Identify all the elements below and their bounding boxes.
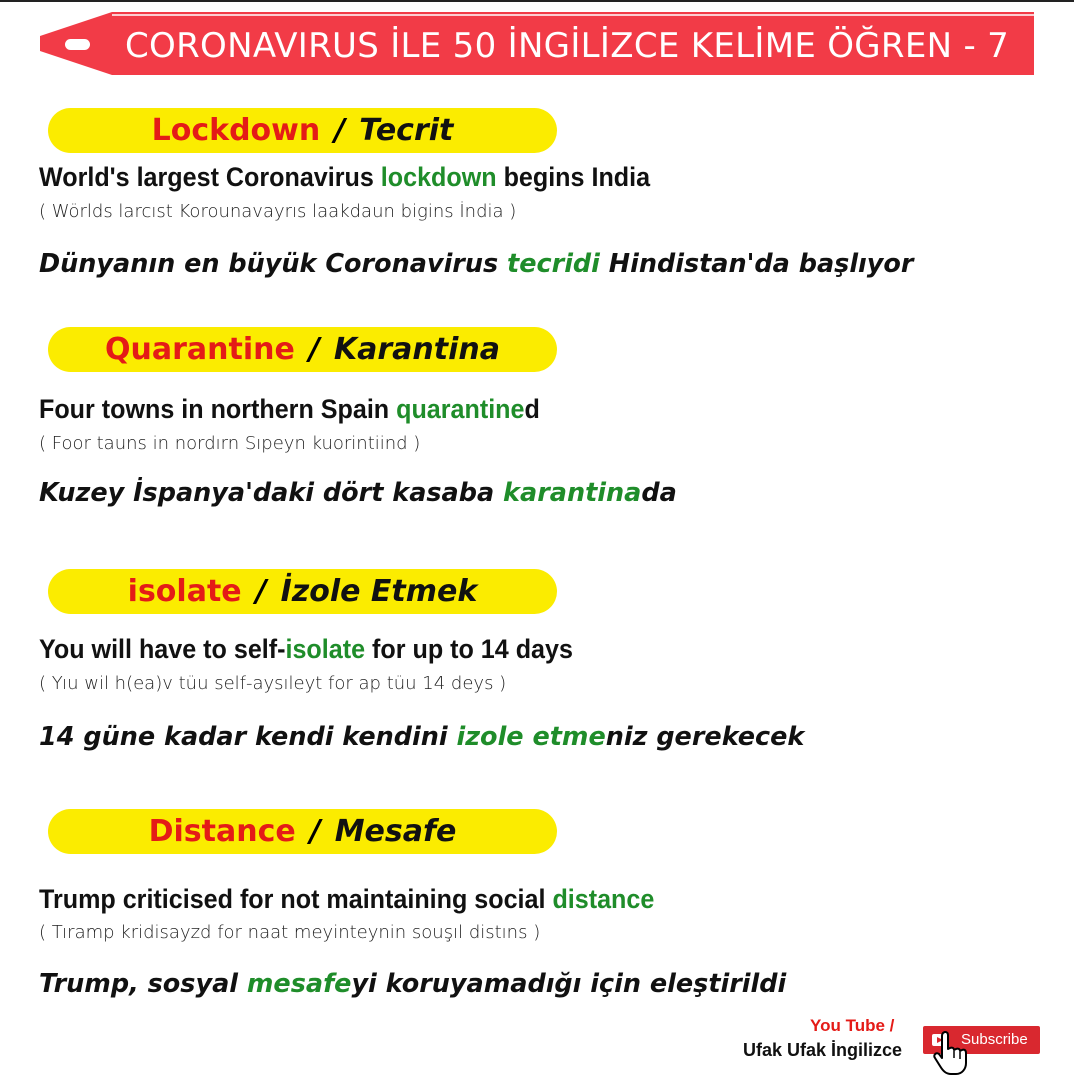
sentence-text: Trump criticised for not maintaining social bbox=[39, 884, 553, 914]
sentence-text: 14 güne kadar kendi kendini bbox=[39, 722, 457, 752]
sentence-text: Trump, sosyal bbox=[39, 969, 247, 999]
vocab-pill-lockdown bbox=[48, 108, 557, 153]
sentence-text: Dünyanın en büyük Coronavirus bbox=[39, 249, 508, 279]
sentence-text: niz gerekecek bbox=[605, 722, 805, 752]
sentence-keyword: distance bbox=[552, 884, 655, 914]
sentence-text: for up to 14 days bbox=[365, 634, 573, 664]
sentence-keyword: mesafe bbox=[246, 969, 352, 999]
word-turkish: İzole Etmek bbox=[280, 574, 478, 609]
pronunciation: ( Foor tauns in nordırn Sıpeyn kuorintiind ) bbox=[39, 433, 421, 454]
sentence-keyword: quarantine bbox=[396, 394, 525, 424]
sentence-english bbox=[39, 394, 540, 425]
pronunciation: ( Tıramp kridisayzd for naat meyinteynin souşıl distıns ) bbox=[39, 922, 541, 943]
channel-name: Ufak Ufak İngilizce bbox=[743, 1040, 903, 1060]
sentence-text: You will have to self- bbox=[39, 634, 286, 664]
top-border-line bbox=[0, 0, 1074, 2]
word-separator: / bbox=[255, 574, 267, 609]
sentence-keyword: isolate bbox=[285, 634, 366, 664]
word-turkish: Karantina bbox=[333, 332, 500, 367]
sentence-english bbox=[39, 162, 650, 193]
word-separator: / bbox=[308, 332, 320, 367]
pronunciation: ( Wörlds larcıst Korounavayrıs laakdaun bigins İndia ) bbox=[39, 201, 517, 222]
sentence-text: d bbox=[524, 394, 540, 424]
word-turkish: Mesafe bbox=[334, 814, 457, 849]
sentence-text: Kuzey İspanya'daki dört kasaba bbox=[39, 478, 504, 508]
subscribe-label: Subscribe bbox=[961, 1031, 1028, 1048]
word-english: Distance bbox=[148, 814, 296, 849]
sentence-keyword: karantina bbox=[503, 478, 642, 508]
sentence-text: World's largest Coronavirus bbox=[39, 162, 381, 192]
sentence-keyword: izole etme bbox=[456, 722, 606, 752]
sentence-keyword: tecridi bbox=[507, 249, 600, 279]
word-separator: / bbox=[334, 113, 346, 148]
vocab-pill-quarantine bbox=[48, 327, 557, 372]
word-english: isolate bbox=[127, 574, 242, 609]
sentence-english bbox=[39, 884, 654, 915]
hand-pointer-icon bbox=[933, 1031, 981, 1077]
sentence-turkish bbox=[39, 969, 786, 999]
sentence-text: begins India bbox=[496, 162, 651, 192]
sentence-text: yi koruyamadığı için eleştirildi bbox=[351, 969, 787, 999]
vocab-pill-isolate bbox=[48, 569, 557, 614]
vocab-pill-distance bbox=[48, 809, 557, 854]
banner-dot bbox=[65, 39, 90, 50]
youtube-label: You Tube / bbox=[810, 1016, 895, 1035]
sentence-text: da bbox=[641, 478, 677, 508]
sentence-turkish bbox=[39, 249, 913, 279]
sentence-keyword: lockdown bbox=[380, 162, 497, 192]
sentence-english bbox=[39, 634, 573, 665]
pronunciation: ( Yıu wil h(ea)v tüu self-aysıleyt for ap tüu 14 deys ) bbox=[39, 673, 507, 694]
word-english: Lockdown bbox=[151, 113, 321, 148]
sentence-turkish bbox=[39, 722, 804, 752]
sentence-turkish bbox=[39, 478, 677, 508]
word-separator: / bbox=[309, 814, 321, 849]
page-title: CORONAVIRUS İLE 50 İNGİLİZCE KELİME ÖĞREN - 7 bbox=[125, 26, 1010, 66]
sentence-text: Four towns in northern Spain bbox=[39, 394, 397, 424]
word-turkish: Tecrit bbox=[359, 113, 454, 148]
word-english: Quarantine bbox=[105, 332, 295, 367]
sentence-text: Hindistan'da başlıyor bbox=[599, 249, 914, 279]
title-banner bbox=[40, 12, 1034, 75]
